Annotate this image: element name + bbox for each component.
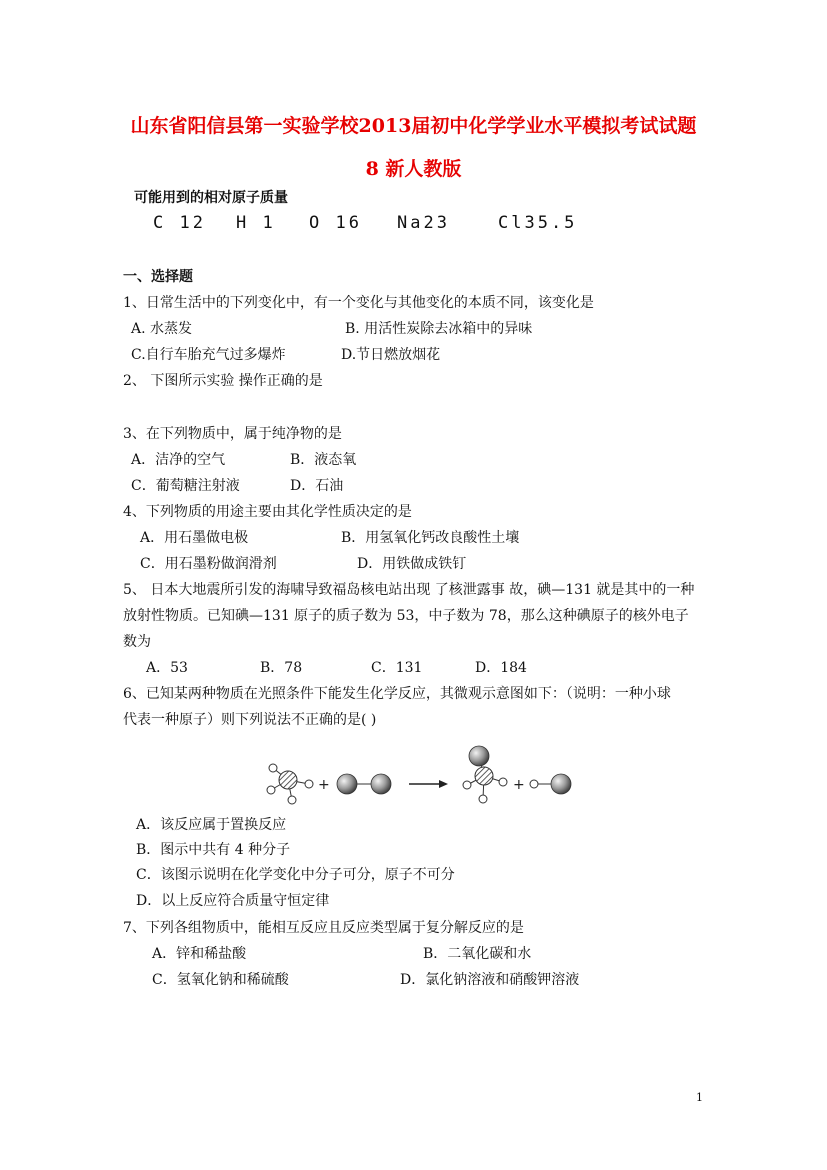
q6-option-a: A．该反应属于置换反应 xyxy=(136,817,287,833)
reactant-molecule-2 xyxy=(337,774,391,794)
atomic-mass-heading: 可能用到的相对原子质量 xyxy=(134,190,288,206)
reactant-molecule-1 xyxy=(267,764,313,804)
q3-option-c: C．葡萄糖注射液 xyxy=(131,478,240,494)
product-molecule-2 xyxy=(530,774,571,794)
section-heading: 一、选择题 xyxy=(123,269,193,285)
q7-option-a: A．锌和稀盐酸 xyxy=(152,946,247,962)
document-title-line1: 山东省阳信县第一实验学校2013届初中化学学业水平模拟考试试题 xyxy=(130,115,697,137)
q4-stem: 4、下列物质的用途主要由其化学性质决定的是 xyxy=(123,504,412,520)
plus-sign-1: + xyxy=(318,777,330,793)
atomic-mass-c: C 12 xyxy=(153,213,206,233)
q5-line2: 放射性物质。已知碘—131 原子的质子数为 53，中子数为 78，那么这种碘原子的核外电子 xyxy=(123,608,689,624)
page-number: 1 xyxy=(696,1091,703,1104)
q5-line1: 5、 日本大地震所引发的海啸导致福岛核电站出现 了核泄露事 故，碘—131 就是其中的一种 xyxy=(123,582,695,598)
plus-sign-2: + xyxy=(513,777,525,793)
q4-option-a: A．用石墨做电极 xyxy=(140,530,249,546)
atomic-mass-na: Na23 xyxy=(397,213,450,233)
q3-option-a: A．洁净的空气 xyxy=(131,452,226,468)
q5-option-b: B．78 xyxy=(260,660,303,676)
q6-line1: 6、已知某两种物质在光照条件下能发生化学反应，其微观示意图如下：（说明：一种小球 xyxy=(123,686,671,702)
q5-option-d: D．184 xyxy=(475,660,527,676)
q7-option-c: C．氢氧化钠和稀硫酸 xyxy=(152,972,289,988)
q3-option-b: B．液态氧 xyxy=(290,452,357,468)
q7-stem: 7、下列各组物质中，能相互反应且反应类型属于复分解反应的是 xyxy=(123,920,524,936)
q7-option-b: B．二氧化碳和水 xyxy=(423,946,532,962)
q1-stem: 1、日常生活中的下列变化中，有一个变化与其他变化的本质不同，该变化是 xyxy=(123,295,594,311)
reaction-diagram xyxy=(255,742,585,832)
q5-line3: 数为 xyxy=(123,634,151,650)
document-title-line2: 8 新人教版 xyxy=(365,158,462,180)
atomic-mass-o: O 16 xyxy=(309,213,362,233)
q3-option-d: D．石油 xyxy=(290,478,344,494)
q2-stem: 2、 下图所示实验 操作正确的是 xyxy=(123,373,323,389)
q4-option-b: B．用氢氧化钙改良酸性土壤 xyxy=(341,530,520,546)
q6-option-d: D．以上反应符合质量守恒定律 xyxy=(136,893,330,909)
q5-option-a: A．53 xyxy=(146,660,188,676)
q4-option-c: C．用石墨粉做润滑剂 xyxy=(140,556,277,572)
q1-option-b: B. 用活性炭除去冰箱中的异味 xyxy=(345,321,533,337)
q1-option-d: D.节日燃放烟花 xyxy=(341,347,441,363)
atomic-mass-cl: Cl35.5 xyxy=(498,213,578,233)
q6-option-b: B．图示中共有 4 种分子 xyxy=(136,842,291,858)
product-molecule-1 xyxy=(463,746,507,803)
q1-option-a: A. 水蒸发 xyxy=(131,321,193,337)
q6-option-c: C．该图示说明在化学变化中分子可分，原子不可分 xyxy=(136,867,455,883)
q1-option-c: C.自行车胎充气过多爆炸 xyxy=(131,347,286,363)
reaction-arrow-icon xyxy=(409,780,448,788)
q4-option-d: D．用铁做成铁钉 xyxy=(357,556,467,572)
atomic-mass-h: H 1 xyxy=(236,213,276,233)
q3-stem: 3、在下列物质中，属于纯净物的是 xyxy=(123,426,342,442)
q6-line2: 代表一种原子）则下列说法不正确的是( ) xyxy=(123,712,377,728)
q5-option-c: C．131 xyxy=(371,660,423,676)
q7-option-d: D．氯化钠溶液和硝酸钾溶液 xyxy=(400,972,580,988)
